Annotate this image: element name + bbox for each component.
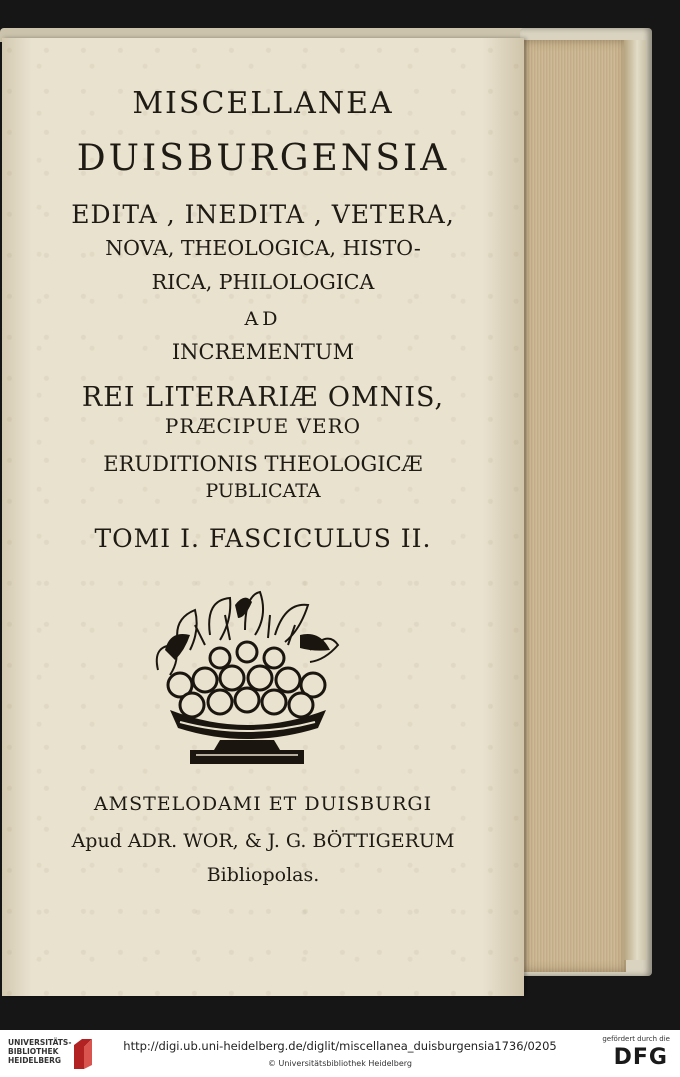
subtitle-line-4: AD	[244, 308, 282, 330]
cover-edge	[624, 40, 646, 960]
subtitle-line-9: PUBLICATA	[205, 480, 321, 502]
subtitle-line-6: REI LITERARIÆ OMNIS,	[81, 382, 445, 413]
subtitle-line-3: RICA, PHILOLOGICA	[151, 270, 375, 294]
copyright-notice: © Universitätsbibliothek Heidelberg	[267, 1059, 412, 1068]
subtitle-line-1: EDITA , INEDITA , VETERA,	[71, 200, 455, 229]
viewer-footer	[0, 1030, 680, 1077]
title-line-1: MISCELLANEA	[132, 86, 394, 121]
page-fore-edge	[522, 40, 626, 972]
volume-line: TOMI I. FASCICULUS II.	[94, 524, 432, 553]
subtitle-line-8: ERUDITIONIS THEOLOGICÆ	[103, 452, 423, 476]
fruit-basket-woodcut-icon	[150, 590, 344, 770]
title-line-2: DUISBURGENSIA	[76, 138, 450, 179]
imprint-line-3: Bibliopolas.	[206, 864, 320, 886]
title-page	[2, 38, 524, 996]
imprint-line-1: AMSTELODAMI ET DUISBURGI	[93, 793, 433, 815]
subtitle-line-2: NOVA, THEOLOGICA, HISTO-	[105, 236, 421, 260]
subtitle-line-7: PRÆCIPUE VERO	[164, 414, 362, 438]
imprint-line-2: Apud ADR. WOR, & J. G. BÖTTIGERUM	[71, 830, 455, 852]
funding-note: gefördert durch die	[602, 1035, 670, 1043]
library-name: UNIVERSITÄTS- BIBLIOTHEK HEIDELBERG	[8, 1038, 72, 1065]
dfg-logo: DFG	[613, 1045, 668, 1070]
subtitle-line-5: INCREMENTUM	[171, 340, 355, 364]
permalink-url[interactable]: http://digi.ub.uni-heidelberg.de/diglit/miscellanea_duisburgensia1736/0205	[123, 1039, 557, 1053]
